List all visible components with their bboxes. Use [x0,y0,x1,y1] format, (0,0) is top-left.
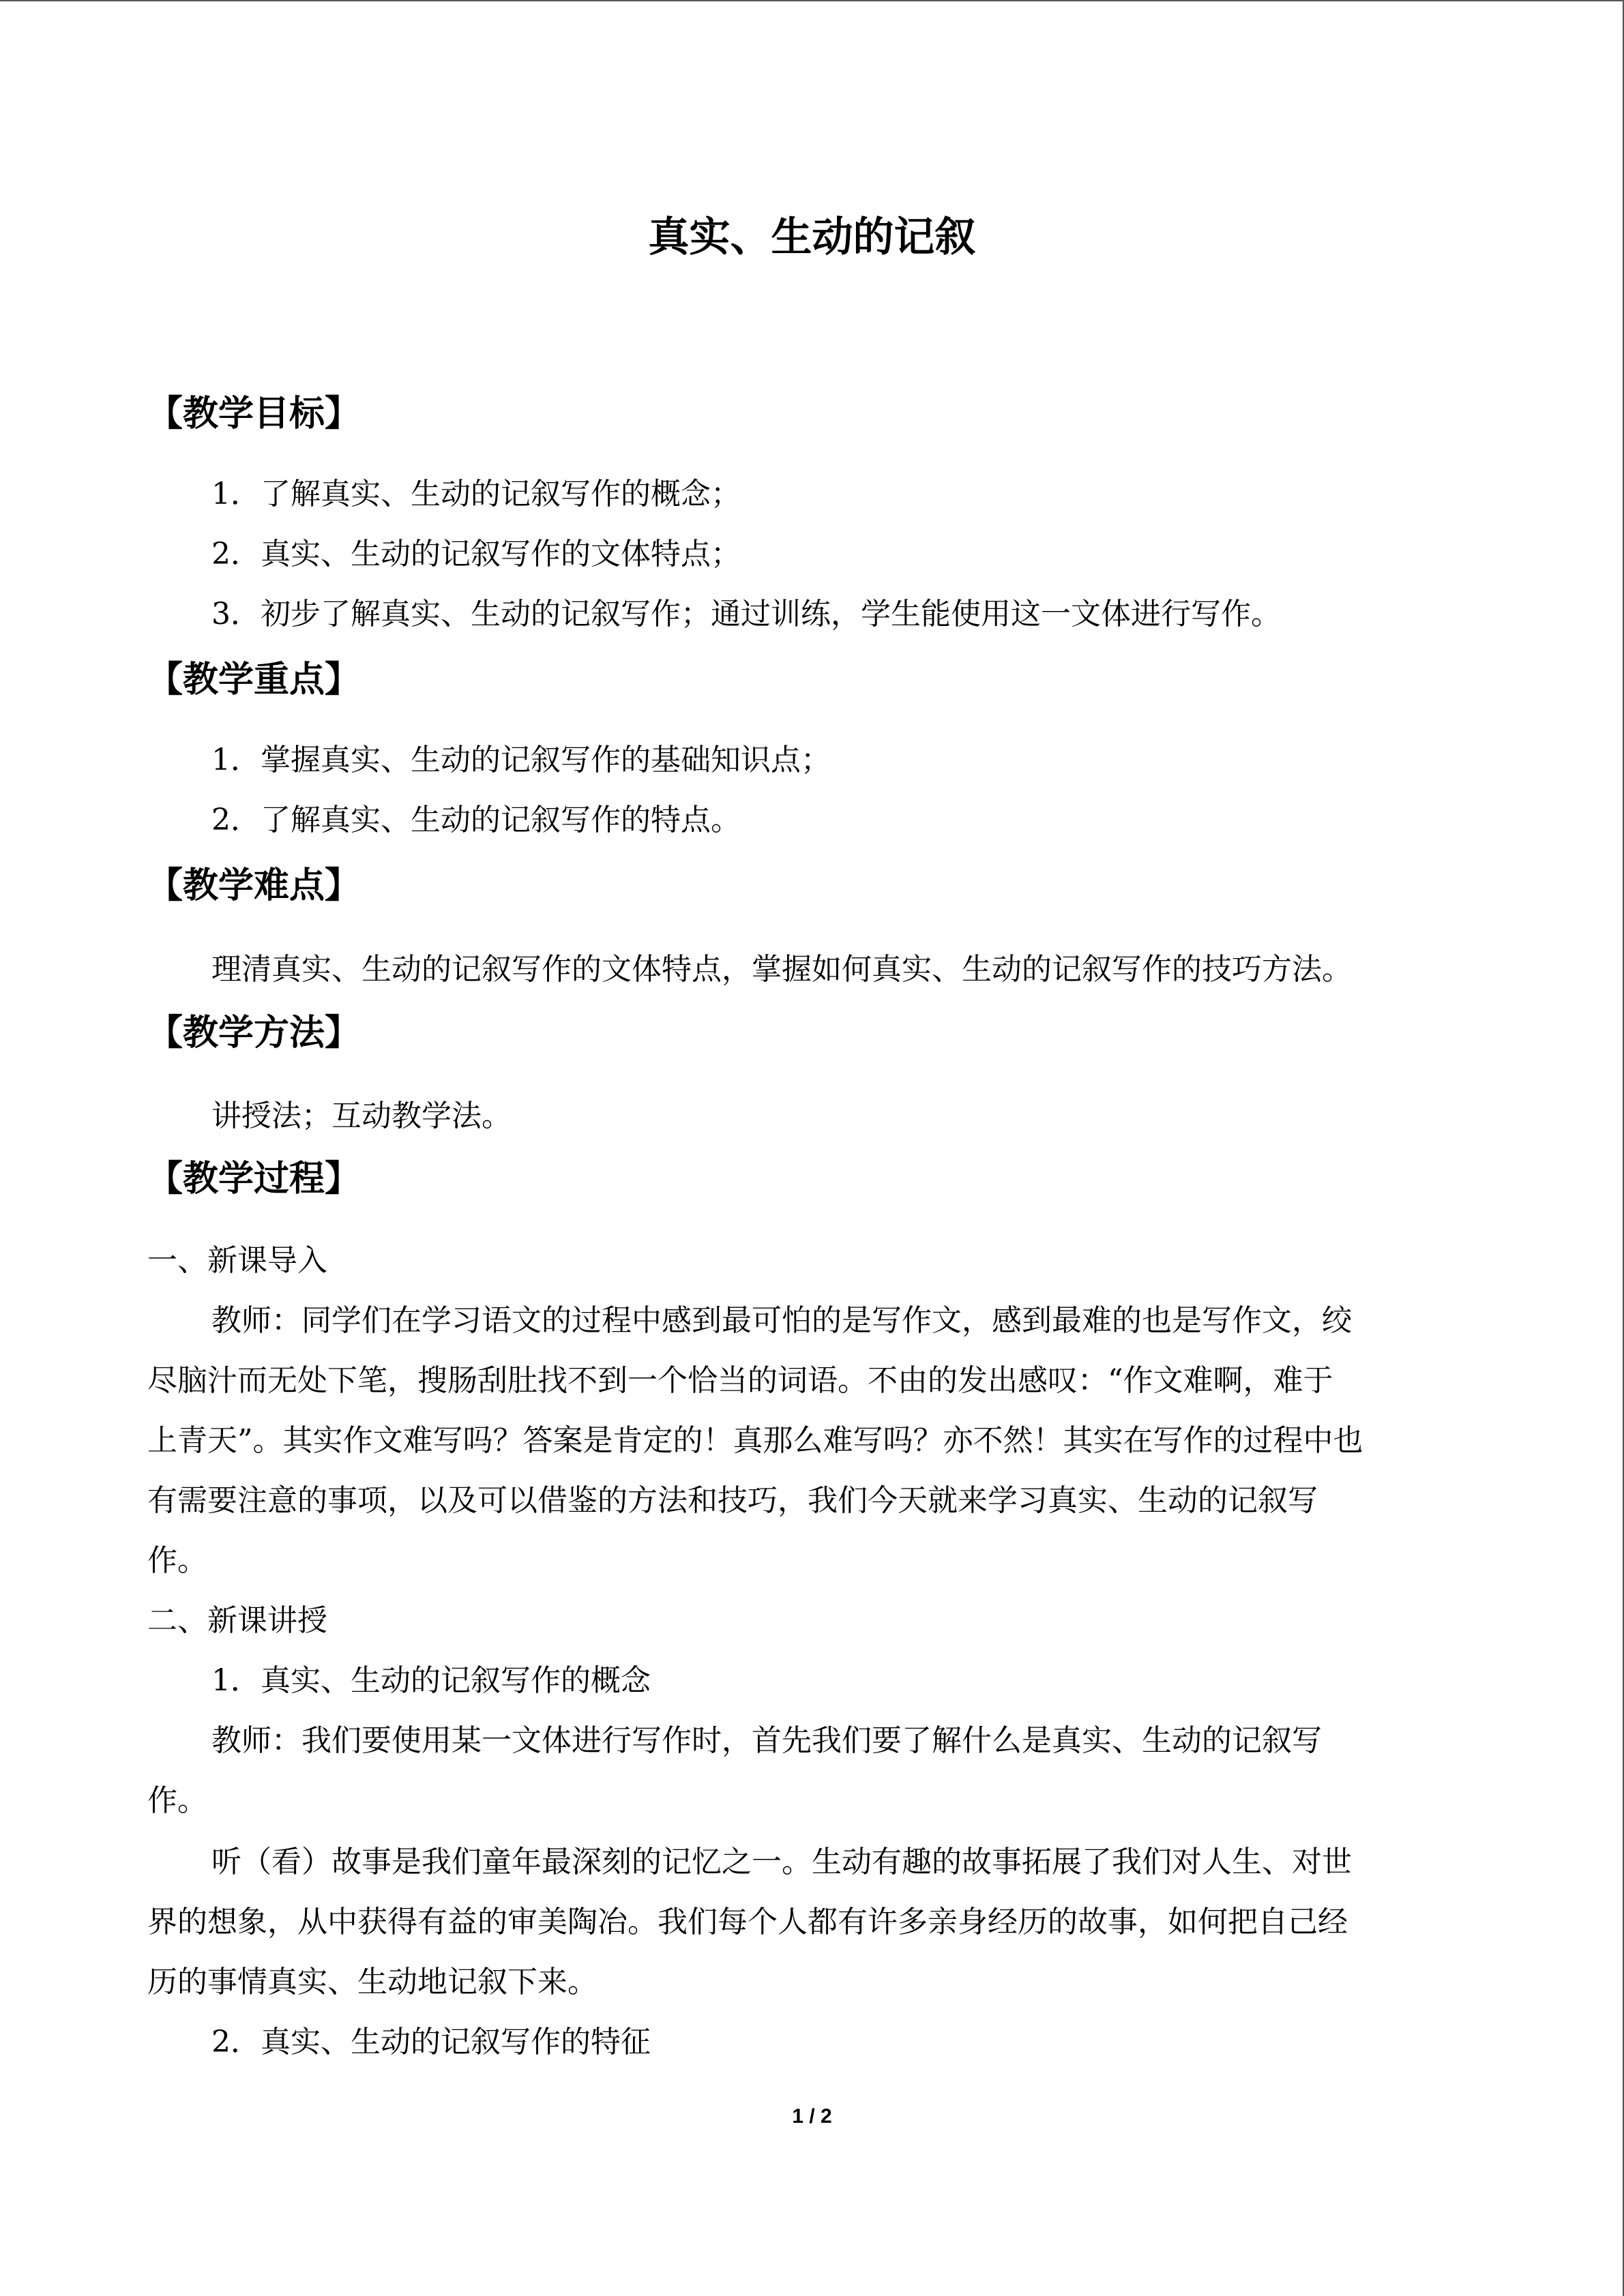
section-heading-key-points: 【教学重点】 [147,659,361,700]
process-part1-title: 一、新课导入 [147,1243,327,1278]
section-heading-difficulties: 【教学难点】 [147,865,361,906]
paragraph-line: 尽脑汁而无处下笔，搜肠刮肚找不到一个恰当的词语。不由的发出感叹：“作文难啊，难于 [147,1363,1333,1398]
key-point-item: 1．掌握真实、生动的记叙写作的基础知识点； [211,743,831,777]
paragraph-line: 有需要注意的事项，以及可以借鉴的方法和技巧，我们今天就来学习真实、生动的记叙写 [147,1483,1318,1518]
paragraph-line: 教师：同学们在学习语文的过程中感到最可怕的是写作文，感到最难的也是写作文，绞 [211,1303,1352,1338]
paragraph-line: 听（看）故事是我们童年最深刻的记忆之一。生动有趣的故事拓展了我们对人生、对世 [211,1845,1352,1879]
difficulties-text: 理清真实、生动的记叙写作的文体特点，掌握如何真实、生动的记叙写作的技巧方法。 [211,952,1352,987]
section-heading-methods: 【教学方法】 [147,1013,361,1054]
section-heading-goals: 【教学目标】 [147,393,361,434]
document-title: 真实、生动的记叙 [648,213,976,261]
paragraph-line: 作。 [147,1543,207,1578]
goal-item: 2．真实、生动的记叙写作的文体特点； [211,537,741,571]
page-number: 1 / 2 [792,2105,832,2128]
section-heading-process: 【教学过程】 [147,1159,361,1199]
key-point-item: 2．了解真实、生动的记叙写作的特点。 [211,803,741,837]
paragraph-line: 上青天”。其实作文难写吗？答案是肯定的！真那么难写吗？亦不然！其实在写作的过程中也 [147,1423,1363,1458]
paragraph-line: 作。 [147,1783,207,1818]
methods-text: 讲授法；互动教学法。 [211,1099,512,1133]
paragraph-line: 历的事情真实、生动地记叙下来。 [147,1965,597,1999]
paragraph-line: 界的想象，从中获得有益的审美陶冶。我们每个人都有许多亲身经历的故事，如何把自己经 [147,1905,1348,1939]
subsection-title: 1．真实、生动的记叙写作的概念 [211,1663,651,1698]
goal-item: 3．初步了解真实、生动的记叙写作；通过训练，学生能使用这一文体进行写作。 [211,597,1281,631]
page-border-top [0,0,1624,1]
paragraph-line: 教师：我们要使用某一文体进行写作时，首先我们要了解什么是真实、生动的记叙写 [211,1723,1322,1758]
goal-item: 1．了解真实、生动的记叙写作的概念； [211,477,741,511]
subsection-title: 2．真实、生动的记叙写作的特征 [211,2025,651,2059]
process-part2-title: 二、新课讲授 [147,1603,327,1638]
